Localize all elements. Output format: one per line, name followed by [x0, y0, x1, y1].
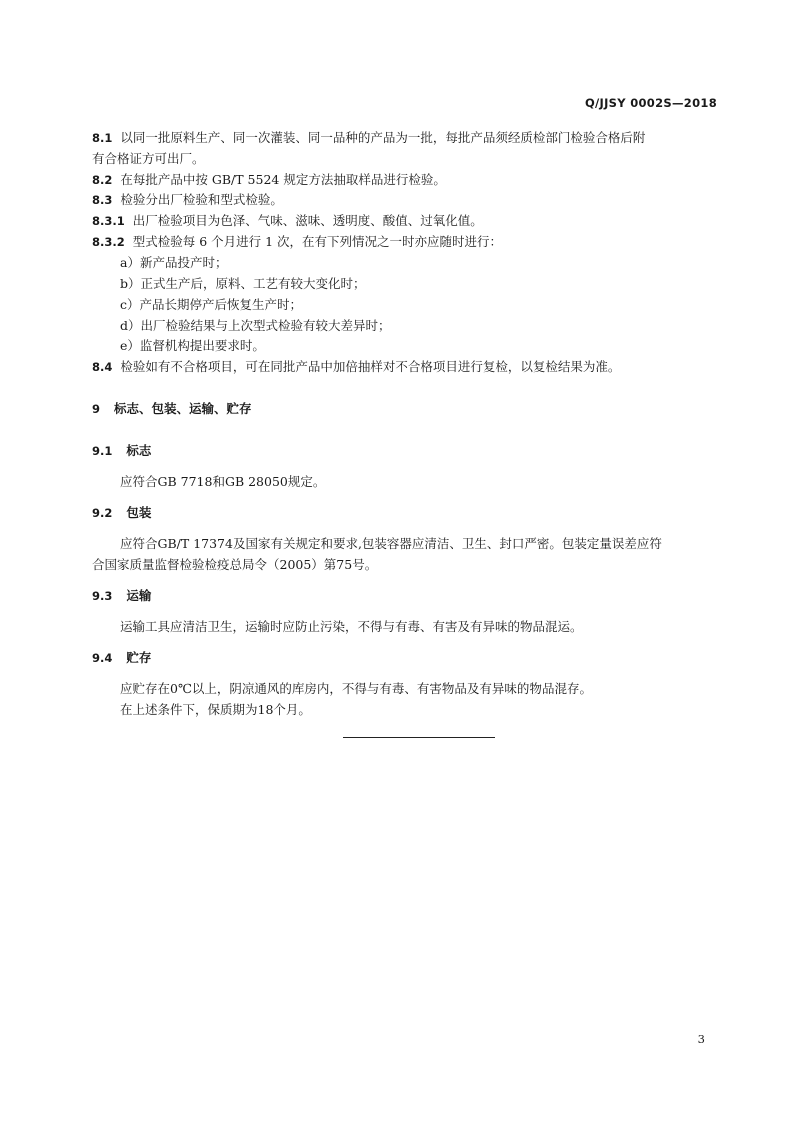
clause-text: 出厂检验项目为色泽、气味、滋味、透明度、酸值、过氧化值。	[132, 213, 483, 228]
condition-e: e）监督机构提出要求时。	[120, 338, 265, 353]
section-title: 标志、包装、运输、贮存	[114, 401, 252, 416]
condition-d: d）出厂检验结果与上次型式检验有较大差异时；	[120, 318, 391, 333]
clause-8-3-1	[92, 211, 712, 231]
subsection-number: 9.3	[92, 589, 113, 603]
document-code: Q/JJSY 0002S—2018	[584, 96, 717, 110]
end-of-document-rule	[343, 737, 495, 738]
clause-number: 8.1	[92, 131, 113, 145]
condition-c: c）产品长期停产后恢复生产时；	[120, 297, 303, 312]
clause-8-1-continued: 有合格证方可出厂。	[92, 151, 205, 166]
condition-b: b）正式生产后，原料、工艺有较大变化时；	[120, 276, 366, 291]
clause-text: 检验如有不合格项目，可在同批产品中加倍抽样对不合格项目进行复检，以复检结果为准。	[120, 359, 621, 374]
subsection-9-3-body: 运输工具应清洁卫生，运输时应防止污染，不得与有毒、有害及有异味的物品混运。	[120, 619, 583, 634]
clause-8-4	[92, 357, 712, 377]
subsection-number: 9.4	[92, 651, 113, 665]
clause-text: 以同一批原料生产、同一次灌装、同一品种的产品为一批，每批产品须经质检部门检验合格后附	[120, 130, 646, 145]
section-9-heading	[92, 399, 712, 419]
subsection-9-2-body-line2: 合国家质量监督检验检疫总局令（2005）第75号。	[92, 557, 378, 572]
subsection-9-1-body: 应符合GB 7718和GB 28050规定。	[120, 474, 326, 489]
subsection-9-2-body-line1: 应符合GB/T 17374及国家有关规定和要求,包装容器应清洁、卫生、封口严密。包装定量误差应符	[120, 536, 662, 551]
subsection-title: 包装	[126, 505, 152, 520]
clause-text: 型式检验每 6 个月进行 1 次，在有下列情况之一时亦应随时进行：	[132, 234, 503, 249]
clause-number: 8.3.2	[92, 235, 125, 249]
clause-8-2	[92, 170, 712, 190]
subsection-title: 运输	[126, 588, 152, 603]
section-number: 9	[92, 402, 101, 416]
subsection-number: 9.1	[92, 444, 113, 458]
subsection-title: 贮存	[126, 650, 152, 665]
clause-text: 在每批产品中按 GB/T 5524 规定方法抽取样品进行检验。	[120, 172, 446, 187]
subsection-9-2-heading	[92, 503, 712, 523]
condition-a: a）新产品投产时；	[120, 255, 228, 270]
clause-number: 8.3.1	[92, 214, 125, 228]
subsection-title: 标志	[126, 443, 152, 458]
clause-number: 8.2	[92, 173, 113, 187]
subsection-9-4-body-line1: 应贮存在0℃以上，阴凉通风的库房内，不得与有毒、有害物品及有异味的物品混存。	[120, 681, 592, 696]
subsection-9-4-heading	[92, 648, 712, 668]
subsection-9-3-heading	[92, 586, 712, 606]
clause-number: 8.4	[92, 360, 113, 374]
clause-8-3-2	[92, 232, 712, 252]
clause-text: 检验分出厂检验和型式检验。	[120, 192, 283, 207]
subsection-9-4-body-line2: 在上述条件下，保质期为18个月。	[120, 702, 311, 717]
clause-8-3	[92, 190, 712, 210]
subsection-number: 9.2	[92, 506, 113, 520]
clause-8-1	[92, 128, 712, 148]
clause-number: 8.3	[92, 193, 113, 207]
page-number: 3	[697, 1032, 705, 1046]
subsection-9-1-heading	[92, 441, 712, 461]
